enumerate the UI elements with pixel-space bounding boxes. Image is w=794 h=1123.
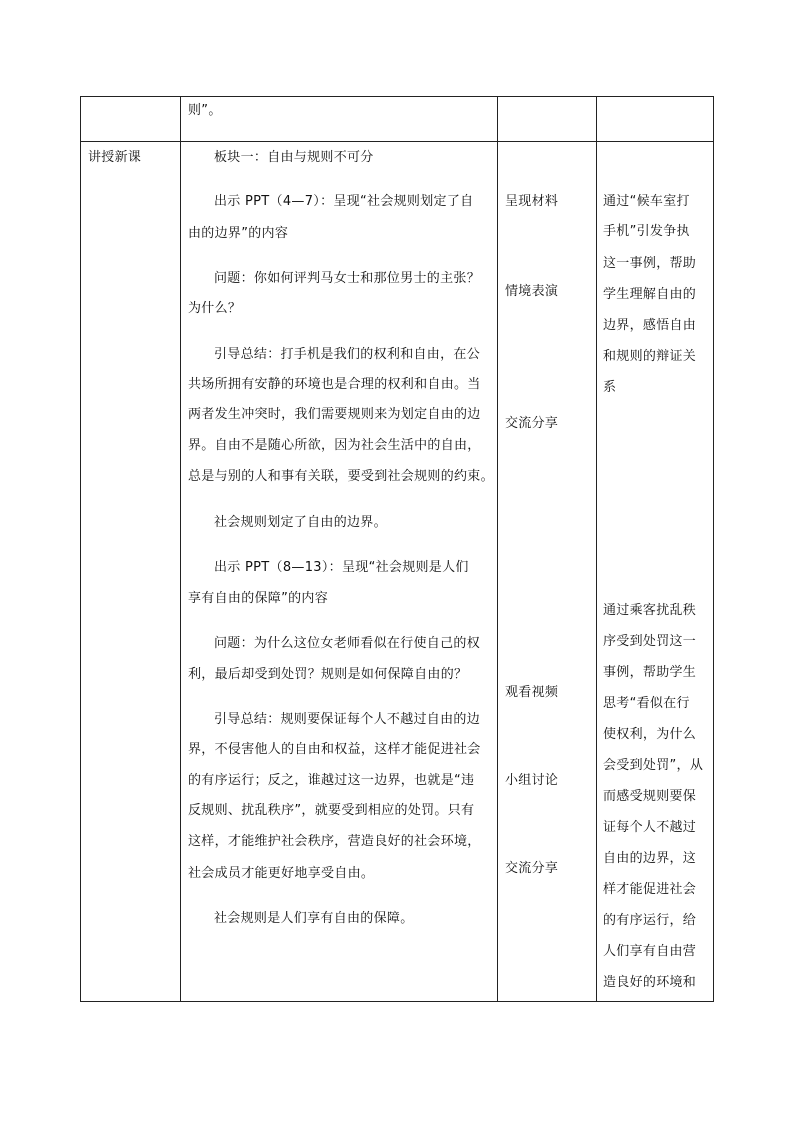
content-line: 社会成员才能更好地享受自由。: [188, 866, 375, 881]
content-line: 引导总结：规则要保证每个人不越过自由的边: [214, 712, 481, 727]
activity-item: 呈现材料: [505, 194, 559, 209]
content-line: 共场所拥有安静的环境也是合理的权利和自由。当: [188, 377, 481, 392]
content-line: 社会规则划定了自由的边界。: [214, 515, 387, 530]
content-line: 享有自由的保障”的内容: [188, 591, 329, 606]
content-line: 的有序运行；反之，谁越过这一边界，也就是“违: [188, 773, 475, 788]
intent-line: 思考“看似在行: [603, 696, 690, 711]
intent-line: 和规则的辩证关: [603, 349, 697, 364]
content-line: 总是与别的人和事有关联，要受到社会规则的约束。: [188, 469, 494, 484]
intent-line: 事例，帮助学生: [603, 665, 697, 680]
content-line: 两者发生冲突时，我们需要规则来为划定自由的边: [188, 407, 481, 422]
intent-line: 会受到处罚”，从: [603, 758, 704, 773]
column-divider-3: [596, 96, 597, 1002]
intent-line: 自由的边界，这: [603, 851, 697, 866]
table-top-border: [80, 96, 714, 97]
content-line: 这样，才能维护社会秩序，营造良好的社会环境，: [188, 834, 481, 849]
row1-content-tail: 则”。: [188, 103, 222, 118]
table-left-border: [80, 96, 81, 1002]
content-line: 引导总结：打手机是我们的权利和自由，在公: [214, 347, 481, 362]
intent-line: 通过乘客扰乱秩: [603, 603, 697, 618]
activity-item: 交流分享: [505, 861, 559, 876]
intent-line: 手机”引发争执: [603, 224, 690, 239]
content-line: 问题：为什么这位女老师看似在行使自己的权: [214, 636, 481, 651]
intent-line: 边界，感悟自由: [603, 318, 697, 333]
intent-line: 使权利，为什么: [603, 727, 697, 742]
intent-line: 人们享有自由营: [603, 944, 697, 959]
content-line: 问题：你如何评判马女士和那位男士的主张？: [214, 271, 481, 286]
intent-line: 的有序运行，给: [603, 913, 697, 928]
column-divider-2: [497, 96, 498, 1002]
column-divider-1: [180, 96, 181, 1002]
intent-line: 通过“候车室打: [603, 194, 690, 209]
content-line: 板块一：自由与规则不可分: [214, 150, 374, 165]
intent-line: 这一事例，帮助: [603, 256, 697, 271]
content-line: 社会规则是人们享有自由的保障。: [214, 911, 414, 926]
intent-line: 而感受规则要保: [603, 789, 697, 804]
content-line: 为什么？: [188, 301, 242, 316]
table-bottom-border: [80, 1001, 714, 1002]
content-line: 出示 PPT（8—13）：呈现“社会规则是人们: [214, 560, 469, 575]
content-line: 界。自由不是随心所欲，因为社会生活中的自由，: [188, 438, 481, 453]
intent-line: 系: [603, 380, 617, 395]
table-right-border: [713, 96, 714, 1002]
intent-line: 造良好的环境和: [603, 975, 697, 990]
section-label: 讲授新课: [88, 150, 142, 165]
intent-line: 样才能促进社会: [603, 882, 697, 897]
content-line: 利，最后却受到处罚？规则是如何保障自由的？: [188, 667, 468, 682]
activity-item: 情境表演: [505, 284, 559, 299]
content-line: 界，不侵害他人的自由和权益，这样才能促进社会: [188, 742, 481, 757]
content-line: 反规则、扰乱秩序”，就要受到相应的处罚。只有: [188, 803, 475, 818]
content-line: 由的边界”的内容: [188, 226, 289, 241]
activity-item: 交流分享: [505, 416, 559, 431]
intent-line: 学生理解自由的: [603, 287, 697, 302]
intent-line: 证每个人不越过: [603, 820, 697, 835]
activity-item: 观看视频: [505, 685, 559, 700]
row-divider: [80, 141, 714, 142]
activity-item: 小组讨论: [505, 773, 559, 788]
intent-line: 序受到处罚这一: [603, 634, 697, 649]
content-line: 出示 PPT（4—7）：呈现“社会规则划定了自: [214, 194, 474, 209]
